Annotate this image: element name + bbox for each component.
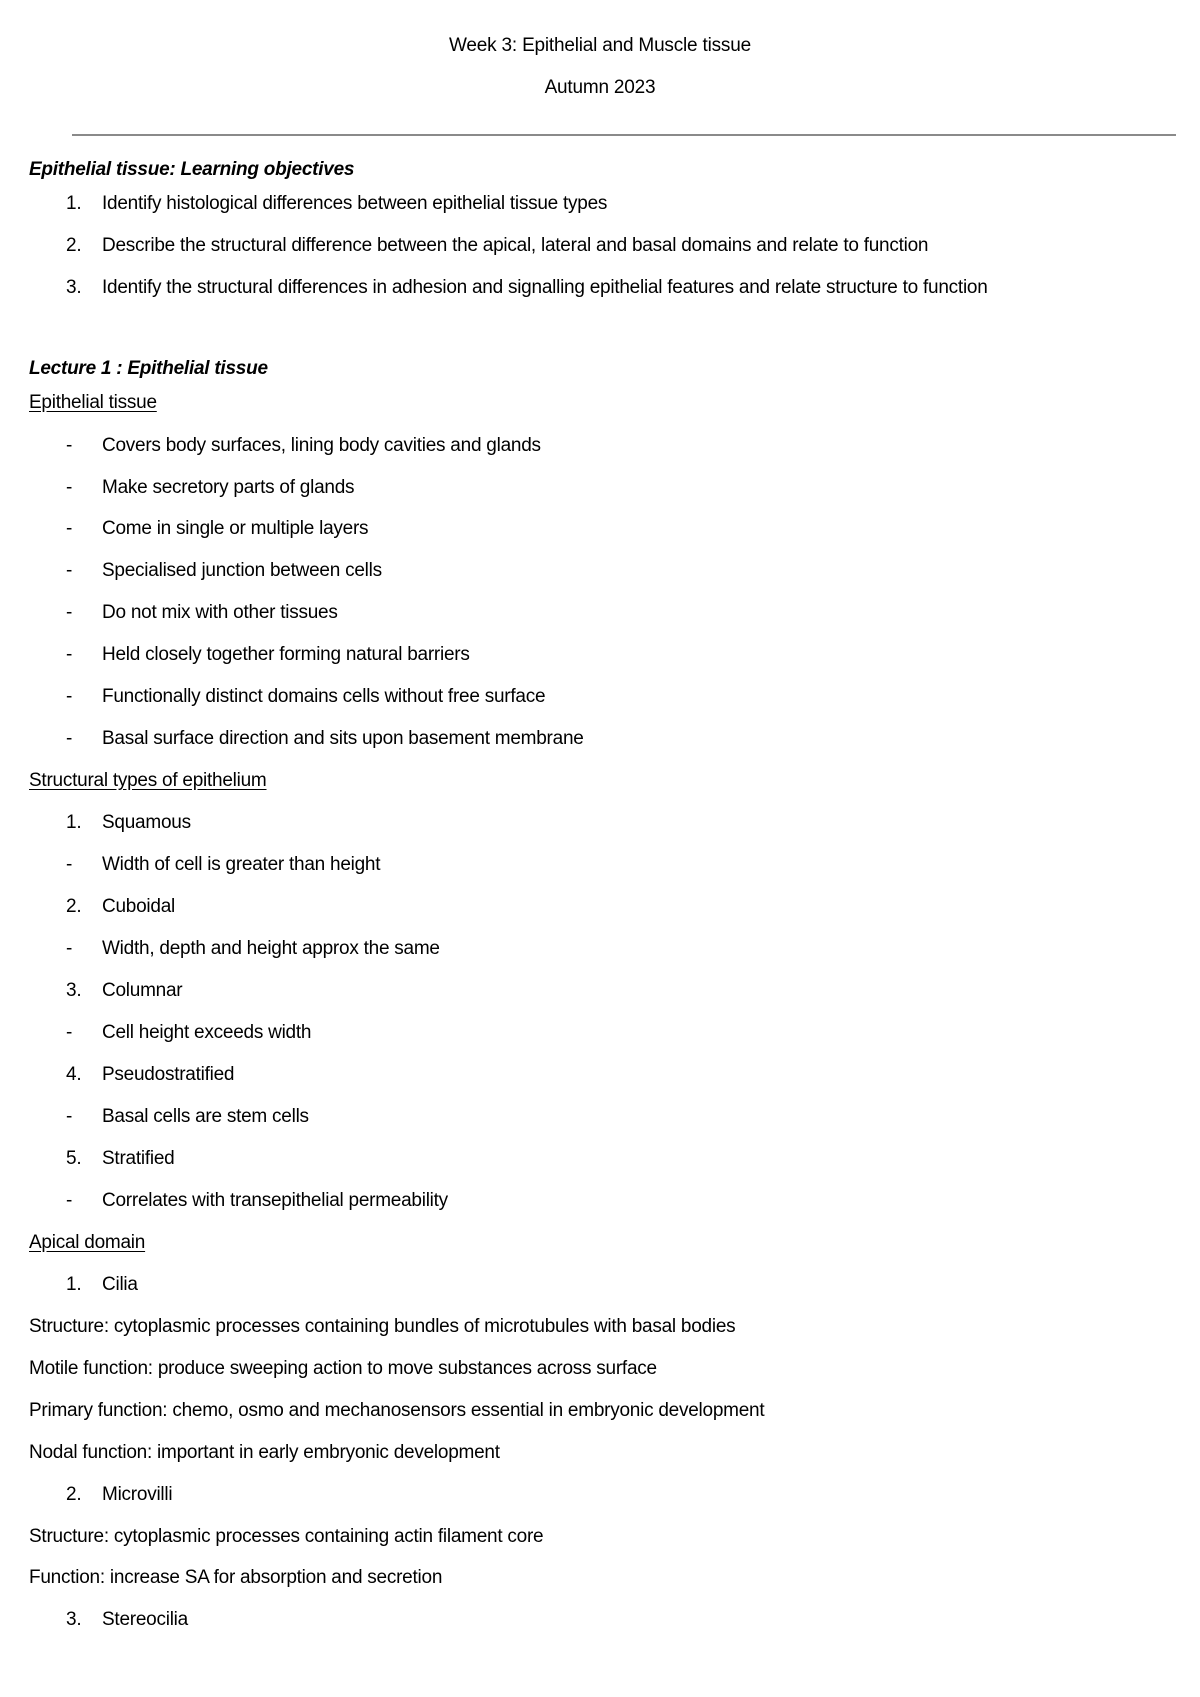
list-item [29, 476, 1179, 500]
list-marker: - [66, 854, 73, 875]
document-title: Week 3: Epithelial and Muscle tissue [449, 35, 751, 56]
list-item-microvilli [29, 1483, 1179, 1507]
list-marker: 5. [66, 1148, 82, 1169]
list-item-text: Held closely together forming natural barriers [102, 644, 470, 665]
list-item [29, 1021, 1179, 1045]
list-item [29, 853, 1179, 877]
list-marker: - [66, 644, 73, 665]
objective-item [29, 234, 1179, 258]
list-item [29, 1147, 1179, 1171]
section-title-apical-domain: Apical domain [29, 1232, 146, 1253]
objective-item [29, 276, 1179, 300]
list-item-text: Squamous [102, 812, 191, 833]
list-item-text: Basal surface direction and sits upon basement membrane [102, 728, 584, 749]
list-item-text: Stratified [102, 1148, 175, 1169]
list-item-text: Cuboidal [102, 896, 175, 917]
list-marker: 2. [66, 896, 82, 917]
objective-text: Describe the structural difference between the apical, lateral and basal domains and relate to function [102, 235, 929, 256]
list-item-text: Microvilli [102, 1484, 173, 1505]
list-item [29, 895, 1179, 919]
list-item [29, 1189, 1179, 1213]
list-item-text: Columnar [102, 980, 183, 1001]
list-item-cilia [29, 1273, 1179, 1297]
list-marker: - [66, 518, 73, 539]
list-marker: - [66, 602, 73, 623]
list-item [29, 979, 1179, 1003]
list-item-text: Width of cell is greater than height [102, 854, 381, 875]
section-title-structural-types: Structural types of epithelium [29, 770, 267, 791]
list-marker: 1. [66, 1274, 82, 1295]
objectives-heading: Epithelial tissue: Learning objectives [29, 159, 355, 180]
list-item-stereocilia [29, 1608, 1179, 1632]
paragraph-line: Nodal function: important in early embryonic development [29, 1442, 500, 1463]
list-item-text: Covers body surfaces, lining body cavities and glands [102, 435, 541, 456]
list-marker: - [66, 1190, 73, 1211]
list-item [29, 601, 1179, 625]
list-item [29, 727, 1179, 751]
list-item-text: Specialised junction between cells [102, 560, 382, 581]
list-item [29, 811, 1179, 835]
list-item-text: Basal cells are stem cells [102, 1106, 309, 1127]
list-item [29, 517, 1179, 541]
paragraph-line: Structure: cytoplasmic processes containing actin filament core [29, 1526, 544, 1547]
list-item-text: Stereocilia [102, 1609, 188, 1630]
list-marker: - [66, 686, 73, 707]
list-item-text: Functionally distinct domains cells without free surface [102, 686, 546, 707]
list-item-text: Make secretory parts of glands [102, 477, 355, 498]
paragraph-line: Motile function: produce sweeping action to move substances across surface [29, 1358, 657, 1379]
list-marker: - [66, 1106, 73, 1127]
list-item-text: Come in single or multiple layers [102, 518, 369, 539]
list-marker: - [66, 938, 73, 959]
list-marker: 3. [66, 1609, 82, 1630]
section-title-epithelial-tissue: Epithelial tissue [29, 392, 157, 413]
list-marker: 3. [66, 277, 82, 298]
list-marker: 2. [66, 1484, 82, 1505]
list-marker: 4. [66, 1064, 82, 1085]
paragraph-line: Primary function: chemo, osmo and mechanosensors essential in embryonic development [29, 1400, 765, 1421]
list-item [29, 1105, 1179, 1129]
list-item [29, 937, 1179, 961]
list-item [29, 434, 1179, 458]
list-marker: - [66, 477, 73, 498]
objective-item [29, 192, 1179, 216]
list-item [29, 685, 1179, 709]
list-item-text: Correlates with transepithelial permeability [102, 1190, 448, 1211]
header-divider [72, 134, 1176, 136]
objective-text: Identify histological differences between epithelial tissue types [102, 193, 608, 214]
paragraph-line: Structure: cytoplasmic processes containing bundles of microtubules with basal bodies [29, 1316, 736, 1337]
list-marker: - [66, 560, 73, 581]
list-marker: - [66, 435, 73, 456]
list-marker: 1. [66, 193, 82, 214]
list-item-text: Cilia [102, 1274, 138, 1295]
list-marker: 2. [66, 235, 82, 256]
document-subtitle: Autumn 2023 [544, 77, 656, 98]
objective-text: Identify the structural differences in adhesion and signalling epithelial features and relate structure to function [102, 277, 988, 298]
list-marker: 1. [66, 812, 82, 833]
list-item-text: Cell height exceeds width [102, 1022, 312, 1043]
lecture-heading: Lecture 1 : Epithelial tissue [29, 358, 268, 379]
list-item [29, 643, 1179, 667]
list-item-text: Do not mix with other tissues [102, 602, 338, 623]
list-item-text: Pseudostratified [102, 1064, 235, 1085]
list-marker: - [66, 728, 73, 749]
list-item-text: Width, depth and height approx the same [102, 938, 440, 959]
list-marker: 3. [66, 980, 82, 1001]
list-item [29, 1063, 1179, 1087]
paragraph-line: Function: increase SA for absorption and secretion [29, 1567, 443, 1588]
list-marker: - [66, 1022, 73, 1043]
list-item [29, 559, 1179, 583]
